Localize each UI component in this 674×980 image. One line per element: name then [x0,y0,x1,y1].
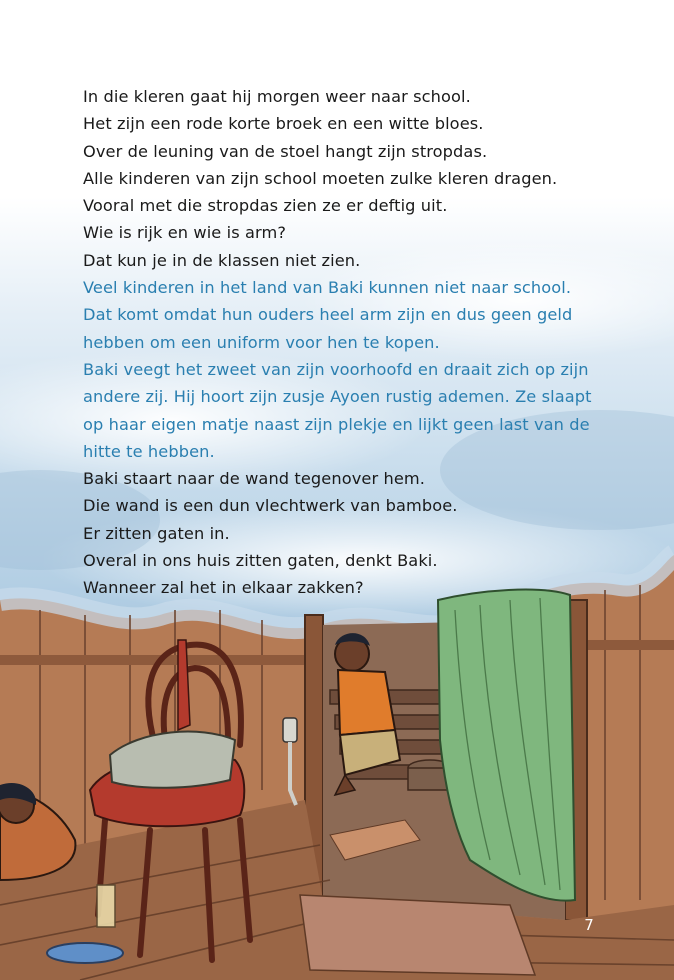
text-line: Wanneer zal het in elkaar zakken? [83,578,364,598]
text-line: Alle kinderen van zijn school moeten zulke kleren dragen. [83,168,558,188]
text-line: op haar eigen matje naast zijn plekje en lijkt geen last van de [83,414,590,434]
text-line: andere zij. Hij hoort zijn zusje Ayoen rustig ademen. Ze slaapt [83,387,592,407]
text-line: hitte te hebben. [83,441,215,461]
text-line: Overal in ons huis zitten gaten, denkt Baki. [83,551,438,571]
story-text [83,83,643,602]
text-line: Wie is rijk en wie is arm? [83,223,287,243]
text-line: Het zijn een rode korte broek en een witte bloes. [83,114,484,134]
text-line: Dat kun je in de klassen niet zien. [83,250,361,270]
text-line: Die wand is een dun vlechtwerk van bamboe. [83,496,458,516]
text-line: hebben om een uniform voor hen te kopen. [83,332,440,352]
text-line: Veel kinderen in het land van Baki kunnen niet naar school. [83,278,572,298]
text-line: Baki staart naar de wand tegenover hem. [83,469,426,489]
text-line: Over de leuning van de stoel hangt zijn stropdas. [83,141,488,161]
page-number: 7 [584,916,594,934]
text-line: Vooral met die stropdas zien ze er deftig uit. [83,196,448,216]
text-line: Dat komt omdat hun ouders heel arm zijn en dus geen geld [83,305,573,325]
text-line: Er zitten gaten in. [83,523,230,543]
text-line: Baki veegt het zweet van zijn voorhoofd en draait zich op zijn [83,359,589,379]
floor-mat [300,895,535,975]
text-line: In die kleren gaat hij morgen weer naar school. [83,87,471,106]
